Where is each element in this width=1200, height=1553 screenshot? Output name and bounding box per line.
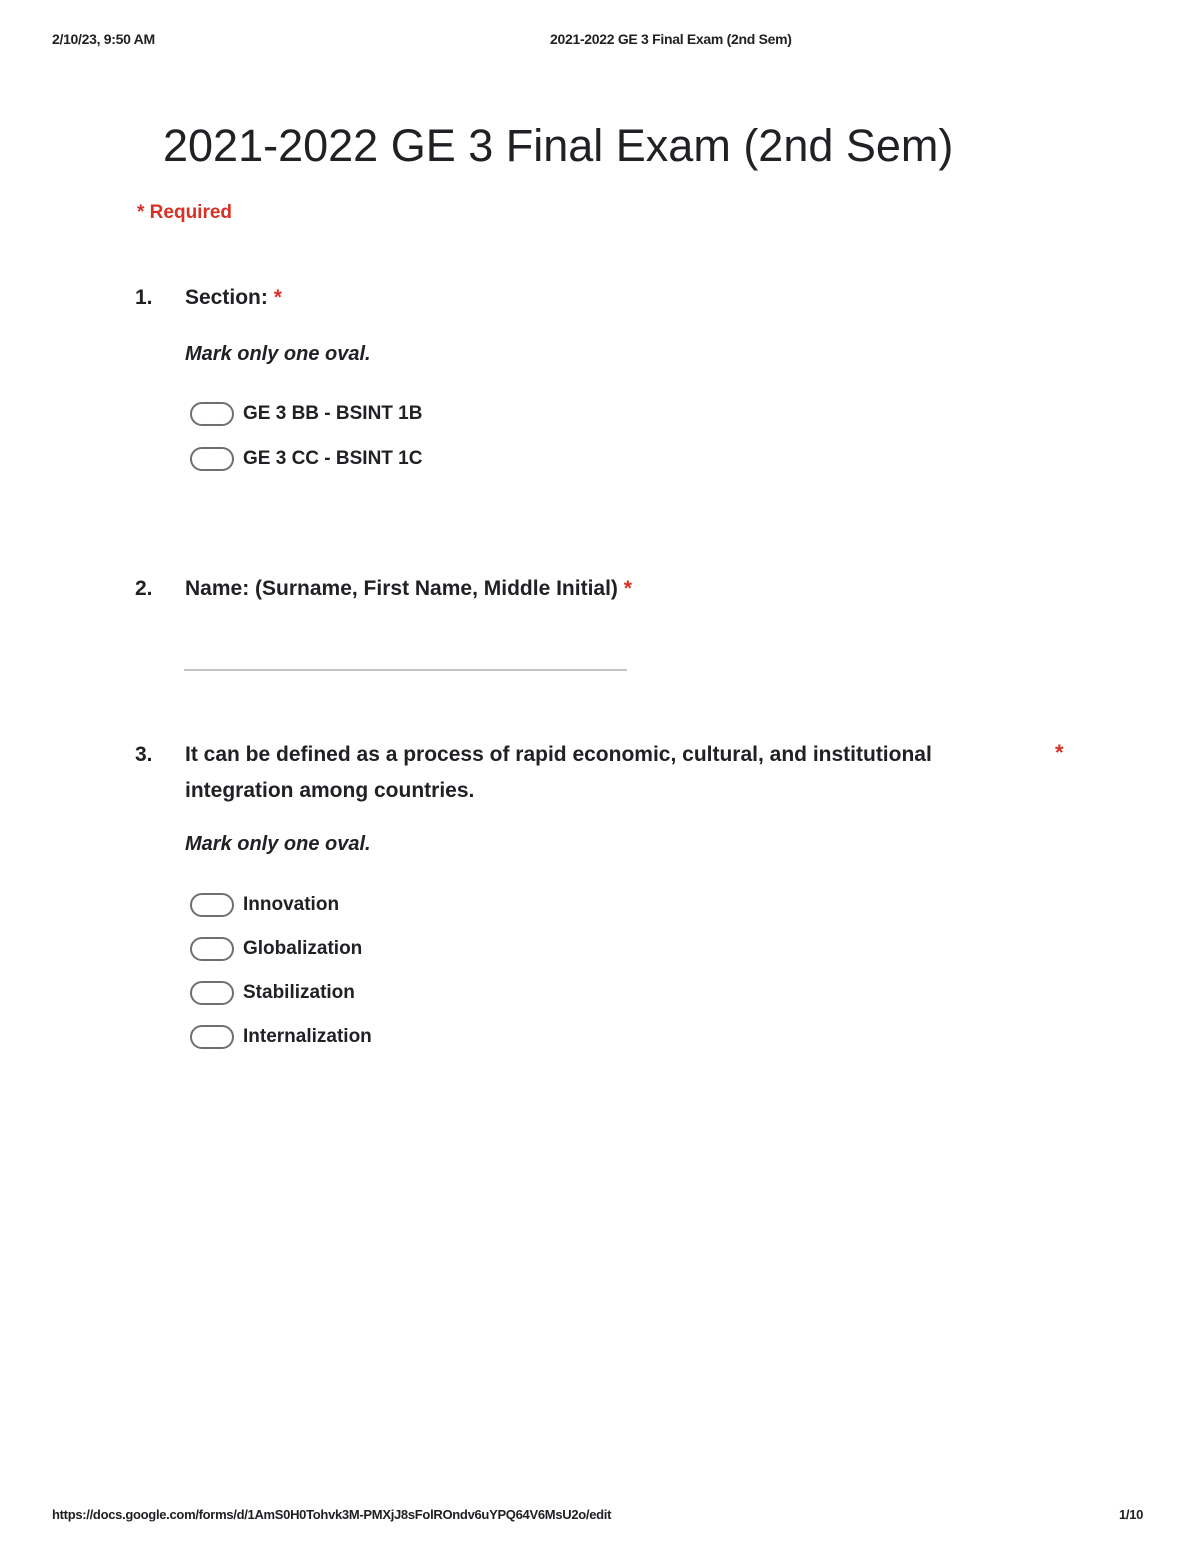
- question-3-option-1[interactable]: [190, 891, 339, 919]
- radio-oval[interactable]: [190, 893, 234, 917]
- option-label: Stabilization: [243, 982, 355, 1003]
- question-3-text-line-2: integration among countries.: [185, 779, 475, 802]
- question-2-number: 2.: [135, 577, 153, 600]
- radio-oval[interactable]: [190, 937, 234, 961]
- question-1-label: Section:: [185, 286, 268, 309]
- print-header-title: 2021-2022 GE 3 Final Exam (2nd Sem): [550, 31, 792, 47]
- radio-oval[interactable]: [190, 1025, 234, 1049]
- question-2-label: Name: (Surname, First Name, Middle Initial): [185, 577, 618, 600]
- required-star: *: [623, 577, 632, 600]
- question-3-option-4[interactable]: [190, 1023, 372, 1051]
- question-3-number: 3.: [135, 743, 153, 766]
- print-header-datetime: 2/10/23, 9:50 AM: [52, 31, 155, 47]
- name-answer-field[interactable]: [184, 669, 627, 671]
- required-star: *: [273, 286, 282, 309]
- question-1-option-2[interactable]: [190, 445, 422, 473]
- option-label: Innovation: [243, 894, 340, 915]
- print-footer-url: https://docs.google.com/forms/d/1AmS0H0Tohvk3M-PMXjJ8sFolROndv6uYPQ64V6MsU2o/edit: [52, 1507, 612, 1522]
- question-1-hint: Mark only one oval.: [185, 343, 371, 365]
- question-3-text: [185, 737, 932, 809]
- question-3-text-line-1: It can be defined as a process of rapid economic, cultural, and institutional: [185, 743, 932, 766]
- option-label: Internalization: [243, 1026, 372, 1047]
- required-star: *: [1055, 740, 1064, 765]
- option-label: GE 3 BB - BSINT 1B: [243, 403, 423, 424]
- question-1-text: [185, 280, 282, 316]
- question-1-number: 1.: [135, 286, 153, 309]
- question-1-option-1[interactable]: [190, 400, 422, 428]
- question-3-hint: Mark only one oval.: [185, 833, 371, 855]
- print-footer-page-number: 1/10: [1119, 1507, 1144, 1522]
- option-label: GE 3 CC - BSINT 1C: [243, 448, 423, 469]
- form-title: 2021-2022 GE 3 Final Exam (2nd Sem): [163, 120, 954, 171]
- question-3-option-2[interactable]: [190, 935, 362, 963]
- question-3-option-3[interactable]: [190, 979, 355, 1007]
- radio-oval[interactable]: [190, 402, 234, 426]
- required-note: * Required: [137, 202, 233, 223]
- option-label: Globalization: [243, 938, 363, 959]
- radio-oval[interactable]: [190, 981, 234, 1005]
- question-2-text: [185, 571, 632, 607]
- radio-oval[interactable]: [190, 447, 234, 471]
